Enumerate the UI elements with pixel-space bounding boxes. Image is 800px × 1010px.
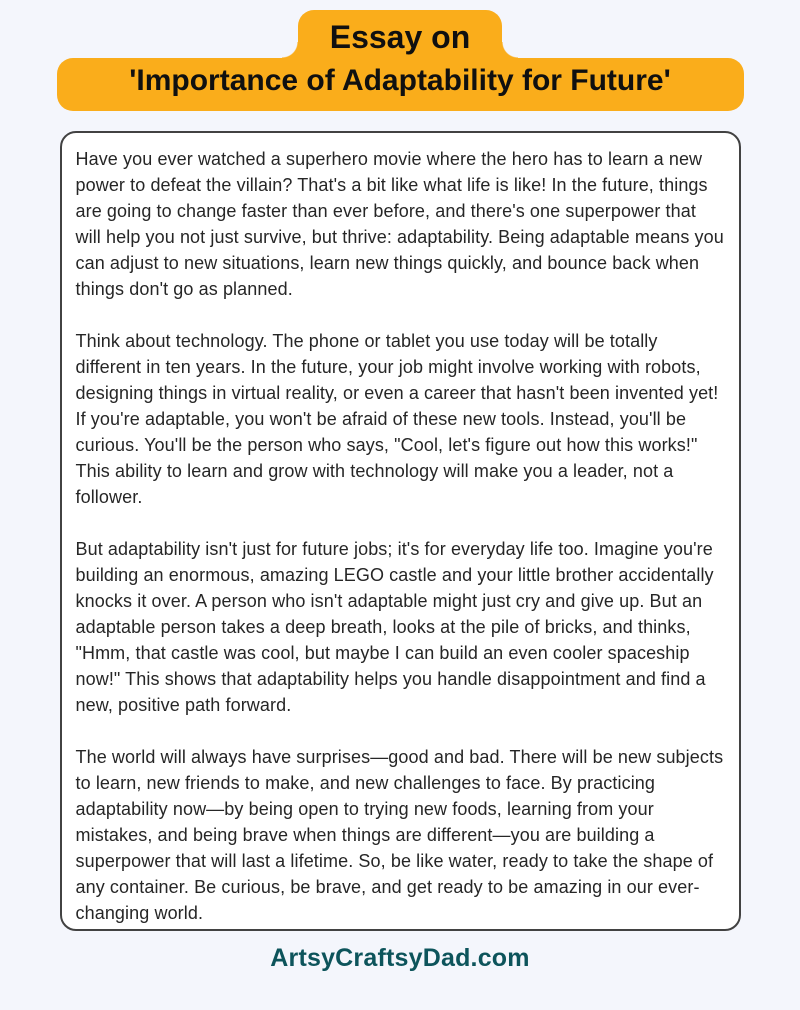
banner-title-bar [57,58,744,111]
essay-paragraph-3: But adaptability isn't just for future jobs; it's for everyday life too. Imagine you're building an enormous, amazing LEGO castle and your little brother accidentally knocks it over. A person who isn't adaptable might just cry and give up. But an adaptable person takes a deep breath, looks at the pile of bricks, and thinks, "Hmm, that castle was cool, but maybe I can build an even cooler spaceship now!" This shows that adaptability helps you handle disappointment and find a new, positive path forward. [75,538,714,715]
banner-tab [298,10,503,58]
header-banner [57,10,744,111]
page [0,10,800,973]
essay-paragraph-2: Think about technology. The phone or tablet you use today will be totally different in ten years. In the future, your job might involve working with robots, designing things in virtual reality, or even a career that hasn't been invented yet! If you're adaptable, you won't be afraid of these new tools. Instead, you'll be curious. You'll be the person who says, "Cool, let's figure out how this works!" This ability to learn and grow with technology will make you a leader, not a follower. [75,330,719,507]
essay-paragraph-1: Have you ever watched a superhero movie where the hero has to learn a new power to defeat the villain? That's a bit like what life is like! In the future, things are going to change faster than ever before, and there's one superpower that will help you not just survive, but thrive: adaptability. Being adaptable means you can adjust to new situations, learn new things quickly, and bounce back when things don't go as planned. [75,148,724,299]
page-title: 'Importance of Adaptability for Future' [129,64,671,97]
essay-box [60,131,741,931]
footer-site-link[interactable]: ArtsyCraftsyDad.com [270,943,530,972]
footer [0,944,800,973]
essay-paragraph-4: The world will always have surprises—good and bad. There will be new subjects to learn, new friends to make, and new challenges to face. By practicing adaptability now—by being open to trying new foods, learning from your mistakes, and being brave when things are different—you are building a superpower that will last a lifetime. So, be like water, ready to take the shape of any container. Be curious, be brave, and get ready to be amazing in our ever-changing world. [75,746,724,923]
banner-tab-label: Essay on [329,19,471,55]
